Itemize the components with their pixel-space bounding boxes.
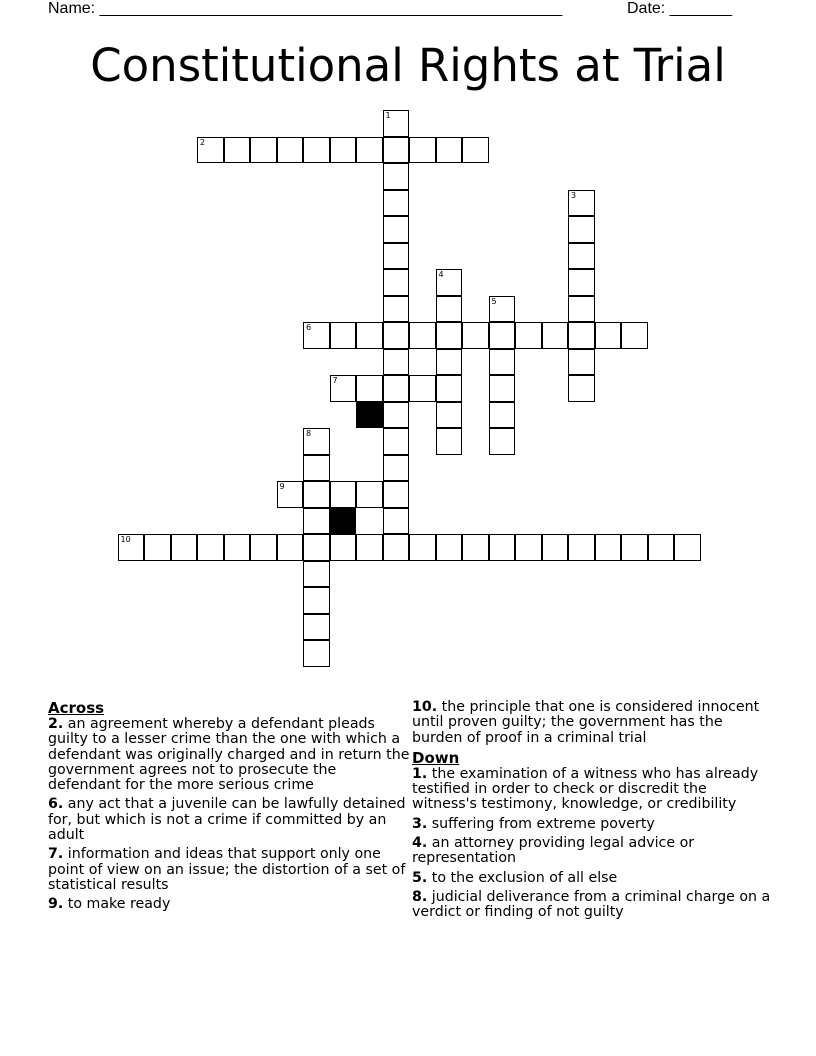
grid-cell[interactable]: [330, 481, 357, 508]
grid-cell[interactable]: [515, 534, 542, 561]
grid-cell[interactable]: [144, 534, 171, 561]
across-heading: Across: [48, 699, 105, 717]
grid-cell[interactable]: [489, 402, 516, 429]
grid-cell[interactable]: [674, 534, 701, 561]
grid-cell[interactable]: [303, 561, 330, 588]
grid-cell[interactable]: [303, 640, 330, 667]
grid-cell[interactable]: [330, 375, 357, 402]
grid-cell[interactable]: [383, 349, 410, 376]
clue-text: the examination of a witness who has already testified in order to check or discredit the witness's testimony, knowledge, or credibility: [412, 765, 759, 813]
down-heading: Down: [412, 748, 460, 767]
clue-number: 1: [385, 111, 391, 120]
grid-cell[interactable]: [383, 110, 410, 137]
clue-number: 10: [120, 535, 131, 544]
grid-cell[interactable]: [489, 349, 516, 376]
grid-cell[interactable]: [303, 508, 330, 535]
clue-text: an agreement whereby a defendant pleads guilty to a lesser crime than the one with which a defendant was originally charged and in return the government agrees not to prosecute the defendant for the more serious crime: [48, 716, 410, 794]
grid-block-cell: [330, 508, 357, 535]
across-clue-list-continued: [412, 700, 774, 746]
grid-cell[interactable]: [330, 322, 357, 349]
grid-cell[interactable]: [462, 534, 489, 561]
grid-cell[interactable]: [383, 322, 410, 349]
grid-cell[interactable]: [489, 428, 516, 455]
grid-cell[interactable]: [303, 481, 330, 508]
grid-cell[interactable]: [303, 455, 330, 482]
grid-cell[interactable]: [436, 428, 463, 455]
clue-number-label: 9.: [48, 896, 64, 913]
clue-item: [412, 767, 774, 813]
grid-cell[interactable]: [356, 481, 383, 508]
grid-cell[interactable]: [595, 322, 622, 349]
grid-cell[interactable]: [489, 322, 516, 349]
clues-right-column: [412, 700, 774, 925]
name-field[interactable]: Name: ____________________________________________________: [48, 0, 563, 17]
clue-item: [412, 817, 774, 832]
clue-number-label: 7.: [48, 846, 64, 863]
grid-cell[interactable]: [383, 243, 410, 270]
grid-cell[interactable]: [330, 534, 357, 561]
clue-text: an attorney providing legal advice or representation: [412, 835, 695, 867]
clue-item: [48, 847, 410, 893]
clue-item: [412, 871, 774, 886]
down-clue-list: [412, 767, 774, 921]
grid-cell[interactable]: [303, 534, 330, 561]
clue-number-label: 8.: [412, 888, 428, 905]
clue-item: [48, 897, 410, 912]
grid-cell[interactable]: [303, 428, 330, 455]
clue-number: 9: [279, 482, 285, 491]
clue-item: [48, 717, 410, 793]
clue-item: [412, 700, 774, 746]
grid-cell[interactable]: [489, 296, 516, 323]
grid-cell[interactable]: [568, 243, 595, 270]
grid-cell[interactable]: [383, 455, 410, 482]
grid-cell[interactable]: [277, 481, 304, 508]
grid-cell[interactable]: [436, 375, 463, 402]
clue-text: the principle that one is considered innocent until proven guilty; the government has the burden of proof in a criminal trial: [412, 699, 760, 746]
clue-number: 8: [306, 429, 312, 438]
clue-number: 6: [306, 323, 312, 332]
clue-number: 2: [200, 137, 206, 147]
grid-cell[interactable]: [356, 137, 383, 164]
grid-cell[interactable]: [568, 534, 595, 561]
grid-cell[interactable]: [383, 296, 410, 323]
grid-cell[interactable]: [568, 322, 595, 349]
grid-cell[interactable]: [436, 534, 463, 561]
grid-cell[interactable]: [409, 534, 436, 561]
grid-cell[interactable]: [568, 269, 595, 296]
grid-cell[interactable]: [383, 269, 410, 296]
grid-cell[interactable]: [568, 190, 595, 217]
grid-cell[interactable]: [356, 534, 383, 561]
grid-cell[interactable]: [621, 534, 648, 561]
grid-cell[interactable]: [383, 402, 410, 429]
clue-item: [412, 890, 774, 921]
grid-cell[interactable]: [568, 216, 595, 243]
grid-cell[interactable]: [568, 349, 595, 376]
grid-cell[interactable]: [436, 269, 463, 296]
grid-cell[interactable]: [436, 402, 463, 429]
grid-cell[interactable]: [409, 322, 436, 349]
clue-number: 5: [491, 296, 497, 306]
grid-cell[interactable]: [356, 375, 383, 402]
grid-cell[interactable]: [648, 534, 675, 561]
clue-item: [48, 797, 410, 843]
grid-cell[interactable]: [197, 137, 224, 164]
grid-cell[interactable]: [409, 137, 436, 164]
grid-cell[interactable]: [303, 322, 330, 349]
clue-number-label: 6.: [48, 796, 64, 813]
grid-cell[interactable]: [197, 534, 224, 561]
grid-block-cell: [356, 402, 383, 429]
grid-cell[interactable]: [383, 534, 410, 561]
grid-cell[interactable]: [542, 534, 569, 561]
clue-text: to make ready: [63, 896, 171, 913]
clue-number-label: 10.: [412, 699, 438, 715]
clue-number-label: 2.: [48, 716, 64, 732]
grid-cell[interactable]: [515, 322, 542, 349]
clue-number-label: 3.: [412, 815, 428, 832]
grid-cell[interactable]: [118, 534, 145, 561]
grid-cell[interactable]: [383, 163, 410, 190]
grid-cell[interactable]: [436, 296, 463, 323]
clue-number: 3: [571, 190, 577, 200]
grid-cell[interactable]: [250, 137, 277, 164]
grid-cell[interactable]: [383, 508, 410, 535]
grid-cell[interactable]: [568, 375, 595, 402]
grid-cell[interactable]: [462, 322, 489, 349]
date-field[interactable]: Date: _______: [627, 0, 732, 17]
grid-cell[interactable]: [383, 428, 410, 455]
grid-cell[interactable]: [383, 481, 410, 508]
grid-cell[interactable]: [542, 322, 569, 349]
clue-number-label: 5.: [412, 869, 428, 886]
grid-cell[interactable]: [303, 587, 330, 614]
grid-cell[interactable]: [277, 137, 304, 164]
clue-text: judicial deliverance from a criminal charge on a verdict or finding of not guilty: [412, 888, 771, 921]
grid-cell[interactable]: [436, 322, 463, 349]
clues-left-column: [48, 700, 410, 917]
grid-cell[interactable]: [171, 534, 198, 561]
clue-text: to the exclusion of all else: [427, 869, 618, 886]
grid-cell[interactable]: [489, 375, 516, 402]
clue-number: 4: [438, 270, 444, 279]
grid-cell[interactable]: [383, 137, 410, 164]
grid-cell[interactable]: [277, 534, 304, 561]
across-clue-list: [48, 717, 410, 913]
grid-cell[interactable]: [595, 534, 622, 561]
clue-text: information and ideas that support only one point of view on an issue; the distortion of a set of statistical results: [48, 846, 406, 893]
clue-number: 7: [332, 376, 338, 385]
grid-cell[interactable]: [224, 534, 251, 561]
grid-cell[interactable]: [568, 296, 595, 323]
grid-cell[interactable]: [383, 375, 410, 402]
grid-cell[interactable]: [462, 137, 489, 164]
clue-text: any act that a juvenile can be lawfully detained for, but which is not a crime if committed by an adult: [48, 796, 406, 844]
clue-text: suffering from extreme poverty: [427, 815, 655, 832]
grid-cell[interactable]: [250, 534, 277, 561]
grid-cell[interactable]: [224, 137, 251, 164]
page-title: Constitutional Rights at Trial: [90, 39, 726, 92]
grid-cell[interactable]: [383, 190, 410, 217]
grid-cell[interactable]: [330, 137, 357, 164]
grid-cell[interactable]: [356, 322, 383, 349]
grid-cell[interactable]: [303, 614, 330, 641]
grid-cell[interactable]: [303, 137, 330, 164]
clue-number-label: 1.: [412, 765, 428, 782]
clue-number-label: 4.: [412, 835, 428, 852]
grid-cell[interactable]: [621, 322, 648, 349]
grid-cell[interactable]: [383, 216, 410, 243]
grid-cell[interactable]: [436, 137, 463, 164]
clue-item: [412, 836, 774, 867]
grid-cell[interactable]: [489, 534, 516, 561]
grid-cell[interactable]: [409, 375, 436, 402]
grid-cell[interactable]: [436, 349, 463, 376]
